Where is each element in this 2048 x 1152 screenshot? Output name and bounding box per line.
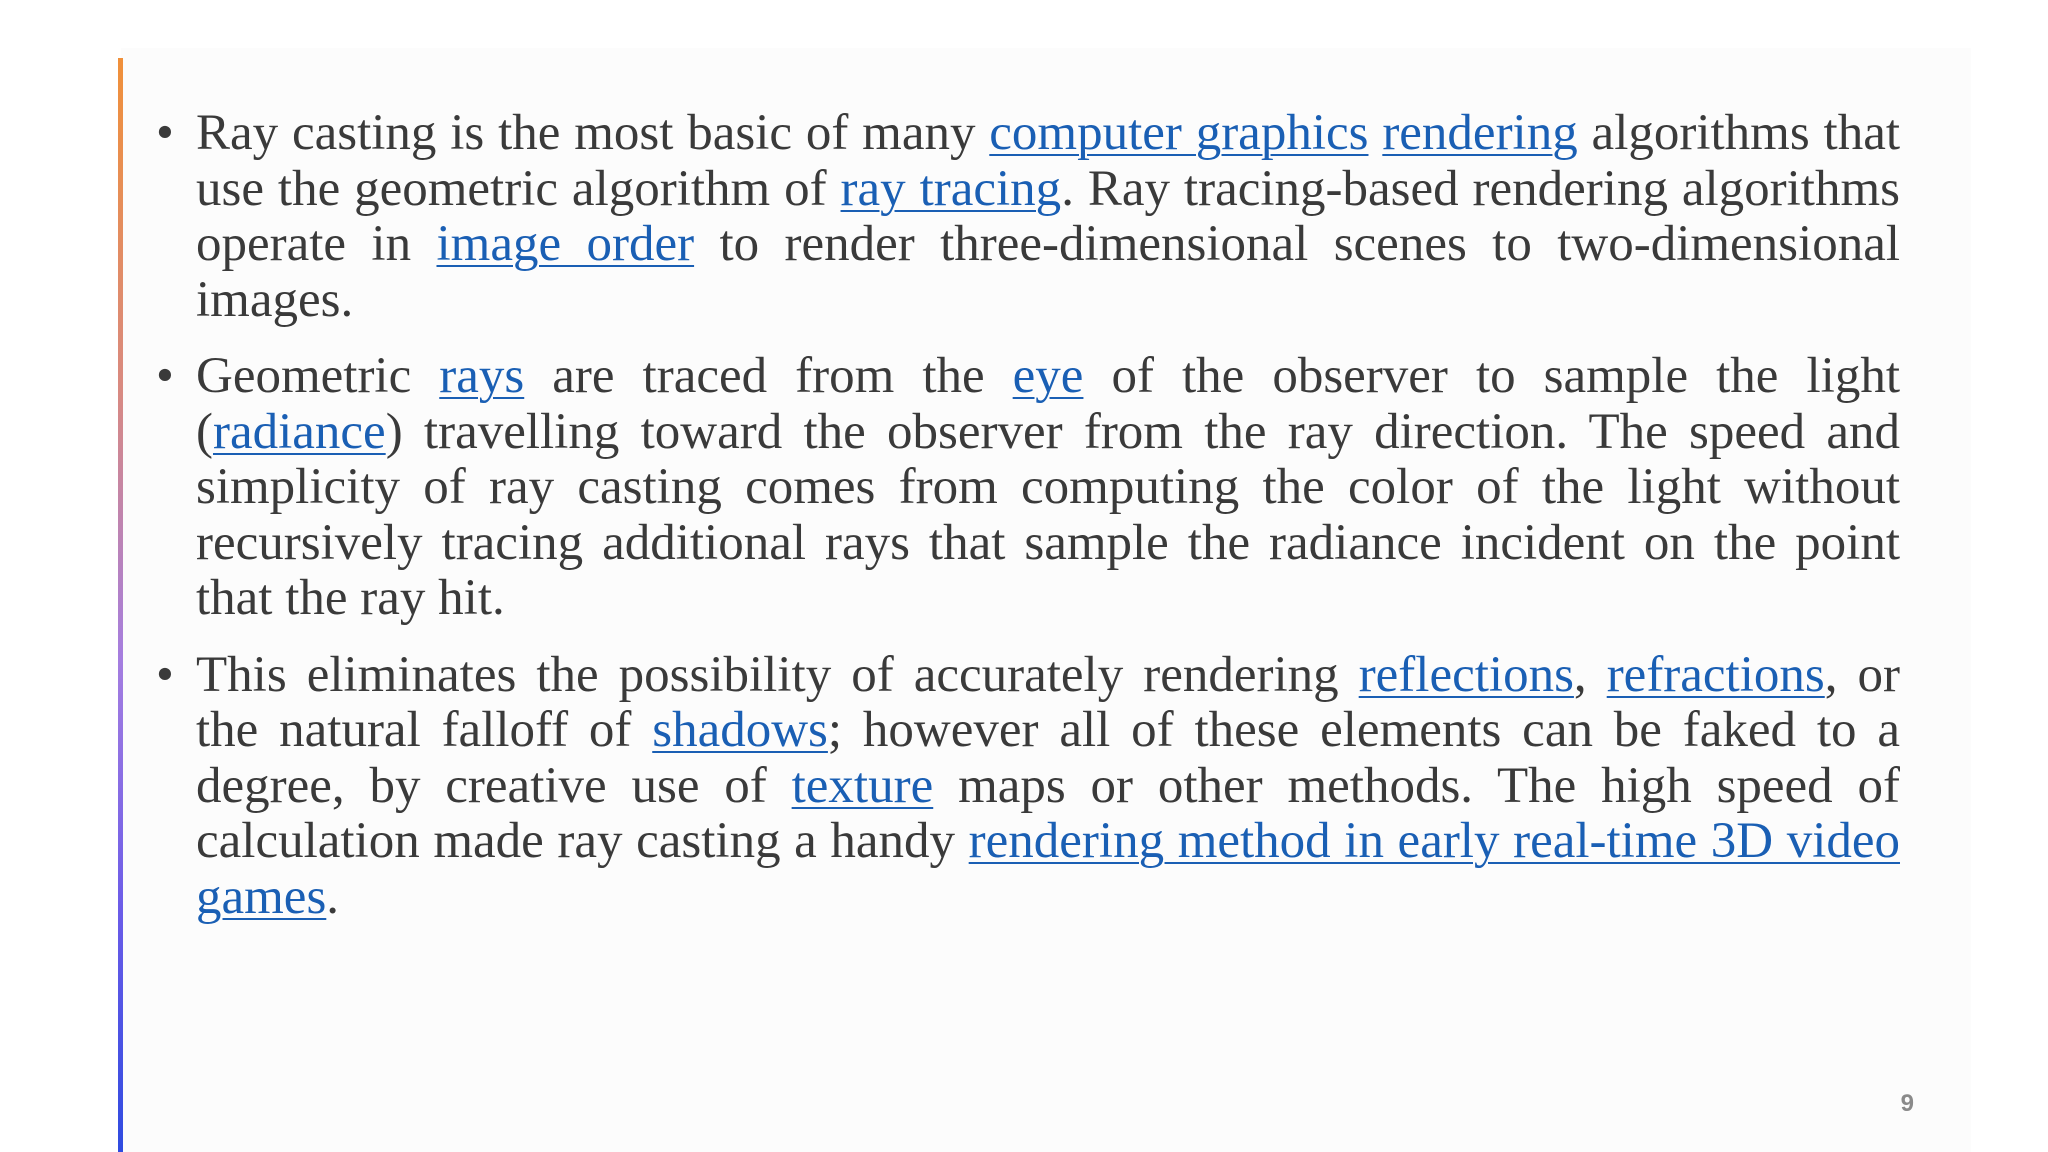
- link-rays[interactable]: rays: [439, 348, 525, 404]
- link-refractions[interactable]: refractions: [1606, 646, 1825, 703]
- link-shadows[interactable]: shadows: [652, 702, 828, 758]
- link-computer-graphics[interactable]: computer graphics: [989, 105, 1369, 161]
- bullet-item: [150, 648, 1900, 926]
- link-texture[interactable]: texture: [791, 757, 934, 814]
- link-radiance[interactable]: radiance: [212, 403, 386, 460]
- bullet-list: [150, 106, 1900, 946]
- text-segment: algorithms that use the geometric algorithm of: [196, 105, 1900, 217]
- text-segment: Geometric: [196, 348, 440, 404]
- text-segment: ) travelling toward the observer from the ray direction. The speed and simplicity of ray casting comes from computing the color of the light without recursively tracing additional rays that sample the radiance incident on the point that the ray hit.: [196, 403, 1900, 626]
- link-ray-tracing[interactable]: ray tracing: [840, 160, 1062, 217]
- page-number: 9: [1900, 1090, 1914, 1117]
- text-segment: , or the natural falloff of: [196, 646, 1901, 758]
- accent-bar: [118, 58, 123, 1152]
- bullet-item: [150, 349, 1900, 627]
- link-image-order[interactable]: image order: [436, 216, 695, 272]
- text-segment: [1368, 105, 1382, 161]
- text-segment: to render three-dimensional scenes to two-dimensional images.: [196, 216, 1900, 328]
- link-rendering[interactable]: rendering: [1382, 105, 1578, 161]
- text-segment: .: [326, 868, 340, 925]
- bullet-marker: •: [156, 646, 174, 703]
- text-segment: ; however all of these elements can be faked to a degree, by creative use of: [196, 702, 1900, 814]
- link-eye[interactable]: eye: [1012, 348, 1084, 404]
- text-segment: maps or other methods. The high speed of calculation made ray casting a handy: [196, 757, 1900, 869]
- bullet-marker: •: [156, 348, 174, 404]
- bullet-item: [150, 106, 1900, 328]
- text-segment: This eliminates the possibility of accurately rendering: [196, 646, 1359, 703]
- text-segment: ,: [1573, 646, 1607, 703]
- bullet-marker: •: [156, 105, 174, 161]
- link-reflections[interactable]: reflections: [1358, 646, 1574, 703]
- text-segment: . Ray tracing-based rendering algorithms operate in: [196, 160, 1900, 272]
- text-segment: Ray casting is the most basic of many: [196, 105, 990, 161]
- link-rendering-method-early-3d-games[interactable]: rendering method in early real-time 3D video games: [196, 813, 1900, 925]
- text-segment: are traced from the: [524, 348, 1013, 404]
- text-segment: of the observer to sample the light (: [196, 348, 1900, 460]
